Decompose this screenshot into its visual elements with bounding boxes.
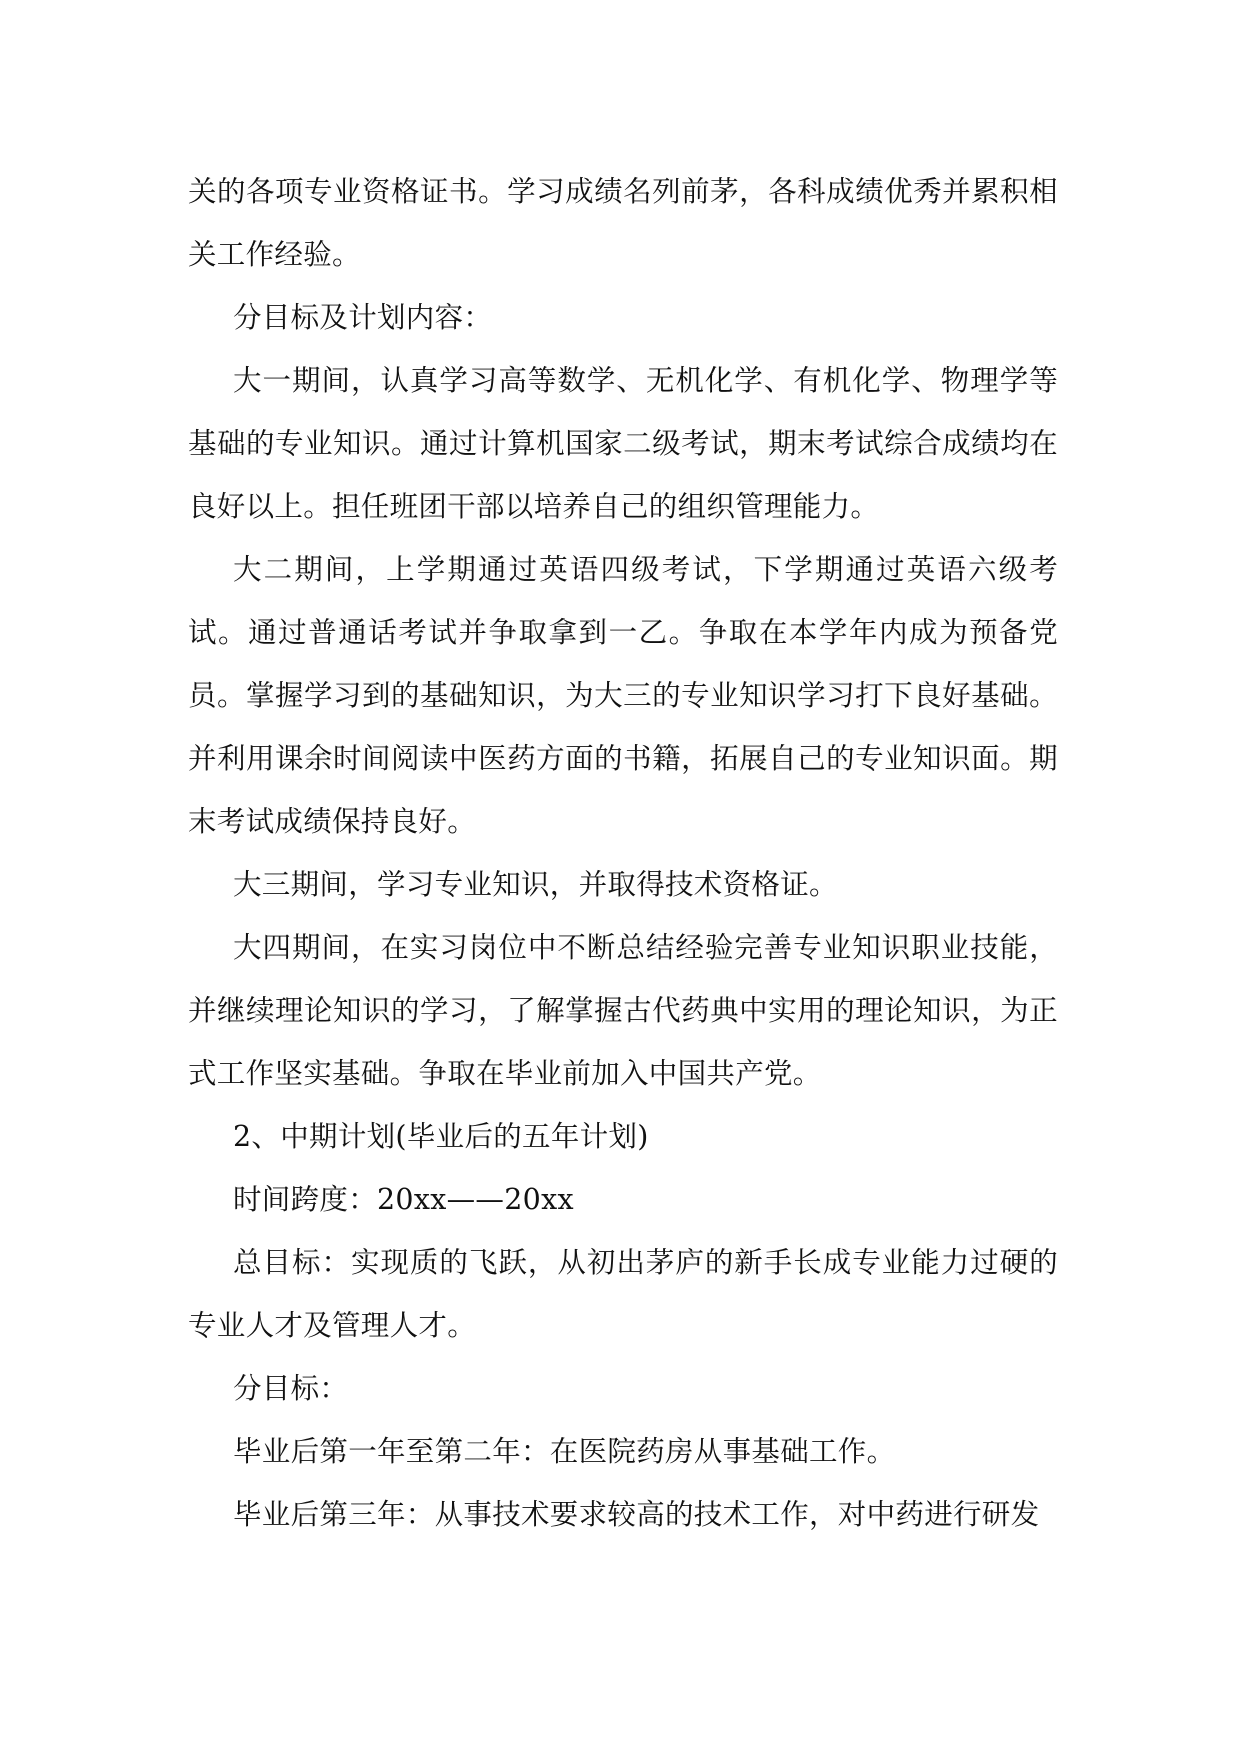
paragraph-sub-goals-label: 分目标：: [233, 1372, 349, 1405]
section-heading-mid-term-plan: 2、中期计划(毕业后的五年计划): [233, 1120, 649, 1153]
paragraph-freshman-year: 大一期间，认真学习高等数学、无机化学、有机化学、物理学等基础的专业知识。通过计算机国家二级考试，期末考试综合成绩均在良好以上。担任班团干部以培养自己的组织管理能力。: [188, 364, 1058, 523]
document-body: [188, 160, 1058, 1546]
paragraph-years-one-two: 毕业后第一年至第二年：在医院药房从事基础工作。: [233, 1435, 896, 1468]
paragraph-overall-goal: 总目标：实现质的飞跃，从初出茅庐的新手长成专业能力过硬的专业人才及管理人才。: [188, 1246, 1058, 1342]
paragraph-senior-year: 大四期间，在实习岗位中不断总结经验完善专业知识职业技能，并继续理论知识的学习，了解掌握古代药典中实用的理论知识，为正式工作坚实基础。争取在毕业前加入中国共产党。: [188, 931, 1058, 1090]
paragraph-continuation: 关的各项专业资格证书。学习成绩名列前茅，各科成绩优秀并累积相关工作经验。: [188, 175, 1058, 271]
paragraph-junior-year: 大三期间，学习专业知识，并取得技术资格证。: [233, 868, 838, 901]
paragraph-sophomore-year: 大二期间，上学期通过英语四级考试，下学期通过英语六级考试。通过普通话考试并争取拿到一乙。争取在本学年内成为预备党员。掌握学习到的基础知识，为大三的专业知识学习打下良好基础。并利用课余时间阅读中医药方面的书籍，拓展自己的专业知识面。期末考试成绩保持良好。: [188, 553, 1058, 838]
paragraph-time-span: 时间跨度：20xx——20xx: [233, 1183, 574, 1216]
paragraph-sub-goals-heading: 分目标及计划内容：: [233, 301, 493, 334]
paragraph-year-three: 毕业后第三年：从事技术要求较高的技术工作，对中药进行研发: [233, 1498, 1040, 1531]
